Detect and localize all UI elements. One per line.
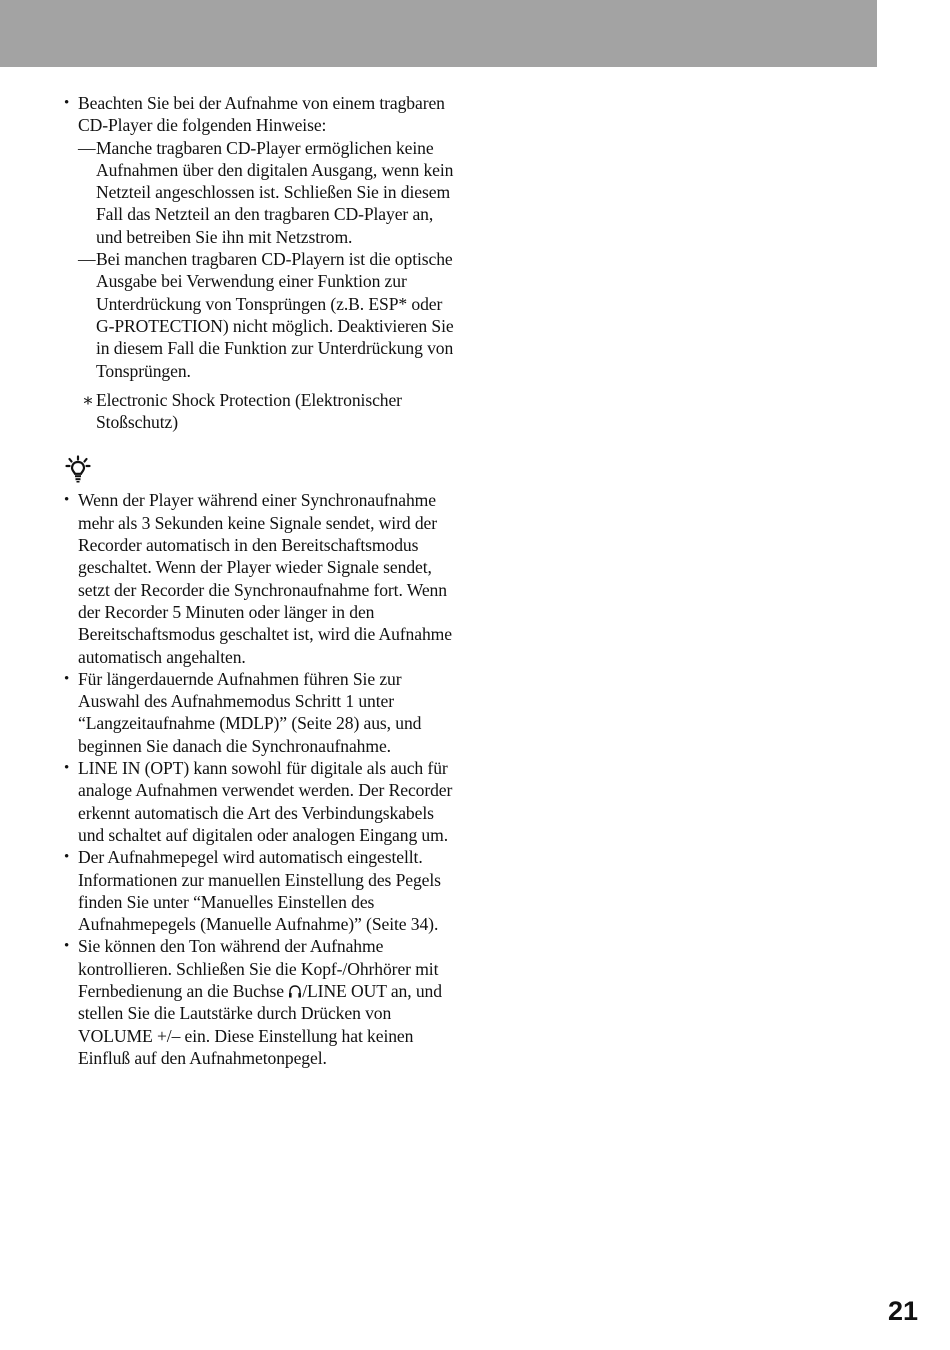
intro-bullet: [64, 92, 454, 137]
dash-mark: —: [78, 137, 96, 158]
tip-item: [64, 668, 454, 757]
content-column: [64, 92, 454, 1069]
bullet-dot: •: [64, 492, 70, 509]
intro-dash-item: [64, 137, 454, 248]
intro-dash-text: Bei manchen tragbaren CD-Playern ist die optische Ausgabe bei Verwendung einer Funktion zur Unterdrückung von Tonsprüngen (z.B. ESP* oder G-PROTECTION) nicht möglich. Deaktivieren Sie in diesem Fall die Funktion zur Unterdrückung von Tonsprüngen.: [96, 249, 454, 381]
tip-item: [64, 489, 454, 667]
headphones-icon: [288, 984, 302, 999]
bullet-dot: •: [64, 760, 70, 777]
footnote-text: Electronic Shock Protection (Elektronischer Stoßschutz): [96, 389, 402, 433]
asterisk-mark: ∗: [82, 389, 94, 410]
tip-item: [64, 846, 454, 935]
intro-dash-item: [64, 248, 454, 382]
bullet-dot: •: [64, 938, 70, 955]
intro-bullet-text: Beachten Sie bei der Aufnahme von einem tragbaren CD-Player die folgenden Hinweise:: [78, 93, 445, 136]
lightbulb-icon: [65, 455, 91, 483]
page-number: 21: [887, 1296, 918, 1326]
tip-item-text: Wenn der Player während einer Synchronaufnahme mehr als 3 Sekunden keine Signale sendet, wird der Recorder automatisch in den Bereitschaftsmodus geschaltet. Wenn der Player wieder Signale sendet, setzt der Recorder die Synchronaufnahme fort. Wenn der Recorder 5 Minuten oder länger in den Bereitschaftsmodus geschaltet ist, wird die Aufnahme automatisch angehalten.: [78, 490, 452, 667]
tip-item-text: LINE IN (OPT) kann sowohl für digitale als auch für analoge Aufnahmen verwendet werden. Der Recorder erkennt automatisch die Art des Verbindungskabels und schaltet auf digitalen oder analogen Eingang um.: [78, 758, 453, 845]
footnote: [64, 389, 454, 434]
tip-item-text: Sie können den Ton während der Aufnahme kontrollieren. Schließen Sie die Kopf-/Ohrhörer mit Fernbedienung an die Buchse: [78, 936, 439, 1001]
tip-item: [64, 757, 454, 846]
tip-item: [64, 935, 454, 1069]
intro-dash-text: Manche tragbaren CD-Player ermöglichen keine Aufnahmen über den digitalen Ausgang, wenn kein Netzteil angeschlossen ist. Schließen Sie in diesem Fall das Netzteil an den tragbaren CD-Player an, und betreiben Sie ihn mit Netzstrom.: [96, 137, 454, 247]
bullet-dot: •: [64, 95, 70, 111]
bullet-dot: •: [64, 670, 70, 687]
tip-item-text: /LINE OUT an, und stellen Sie die Lautstärke durch Drücken von VOLUME +/– ein. Diese Einstellung hat keinen Einfluß auf den Aufnahmetonpegel.: [78, 980, 442, 1068]
header-band: [0, 0, 877, 67]
tip-item-text: Für längerdauernde Aufnahmen führen Sie zur Auswahl des Aufnahmemodus Schritt 1 unter “Langzeitaufnahme (MDLP)” (Seite 28) aus, und beginnen Sie danach die Synchronaufnahme.: [78, 668, 422, 756]
tip-item-text: Der Aufnahmepegel wird automatisch eingestellt. Informationen zur manuellen Einstellung des Pegels finden Sie unter “Manuelles Einstellen des Aufnahmepegels (Manuelle Aufnahme)” (Seite 34).: [78, 847, 441, 935]
dash-mark: —: [78, 249, 96, 270]
bullet-dot: •: [64, 849, 70, 866]
